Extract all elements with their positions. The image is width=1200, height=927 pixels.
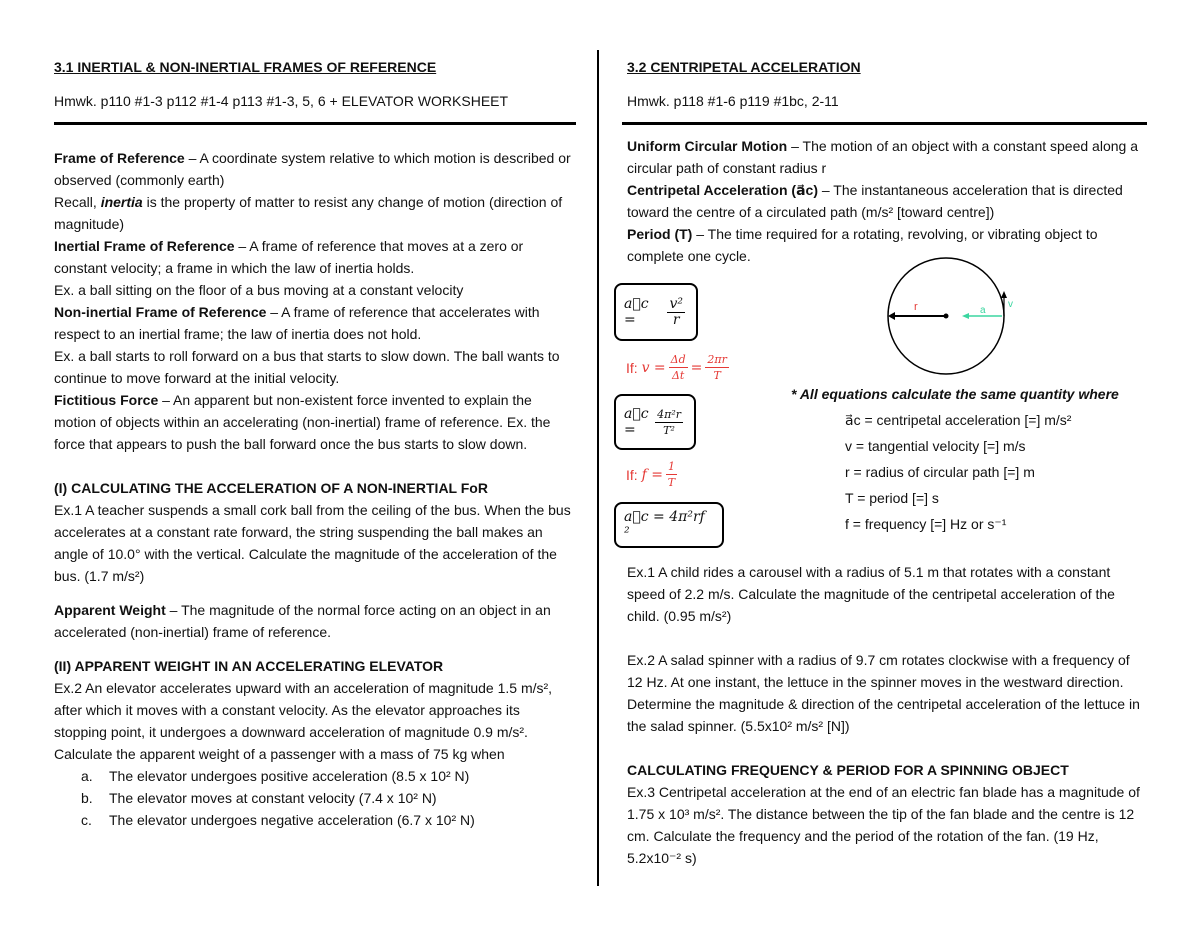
left-divider xyxy=(54,122,576,125)
equations-note xyxy=(791,381,1151,537)
section-ii-title: (II) APPARENT WEIGHT IN AN ACCELERATING ELEVATOR xyxy=(54,658,444,674)
left-example-1: Ex.1 A teacher suspends a small cork ball from the ceiling of the bus. When the bus accelerates at a constant rate forward, the string suspending the ball makes an angle of 10.0° with the vertical. Calculate the magnitude of the acceleration of the bus. (1.7 m/s²) xyxy=(54,502,571,584)
fictitious-force-def: Fictitious Force – An apparent but non-existent force invented to explain the motion of objects within an accelerating (non-inertial) frame of reference. Ex. the force that appears to push the ball forward once the bus starts to slow down. xyxy=(54,392,551,452)
frequency-period-title: CALCULATING FREQUENCY & PERIOD FOR A SPINNING OBJECT xyxy=(627,762,1069,778)
list-item: b. The elevator moves at constant velocity (7.4 x 10² N) xyxy=(81,790,437,806)
note-line: v = tangential velocity [=] m/s xyxy=(845,438,1026,454)
inertial-example: Ex. a ball sitting on the floor of a bus moving at a constant velocity xyxy=(54,282,464,298)
period-def: Period (T) – The time required for a rotating, revolving, or vibrating object to complete one cycle. xyxy=(627,226,1098,264)
velocity-label: v xyxy=(1008,299,1013,310)
section-i-title: (I) CALCULATING THE ACCELERATION OF A NON-INERTIAL FoR xyxy=(54,480,488,496)
if-frequency-line: If: f = $\frac{1}{T}$ xyxy=(626,460,676,489)
centripetal-acceleration-def: Centripetal Acceleration (a⃗c) – The instantaneous acceleration that is directed toward the centre of a circulated path (m/s² [toward centre]) xyxy=(627,182,1123,220)
list-item: a. The elevator undergoes positive acceleration (8.5 x 10² N) xyxy=(81,768,470,784)
list-item: c. The elevator undergoes negative acceleration (6.7 x 10² N) xyxy=(81,812,475,828)
recall-inertia: Recall, inertia is the property of matter to resist any change of motion (direction of magnitude) xyxy=(54,194,563,232)
circular-motion-diagram xyxy=(880,255,1030,385)
note-line: r = radius of circular path [=] m xyxy=(845,464,1035,480)
noninertial-example: Ex. a ball starts to roll forward on a bus that starts to slow down. The ball wants to continue to move forward at the initial velocity. xyxy=(54,348,560,386)
right-example-1: Ex.1 A child rides a carousel with a radius of 5.1 m that rotates with a constant speed of 2.2 m/s. Calculate the magnitude of the centripetal acceleration of the child. (0.95 m/s²) xyxy=(627,564,1115,624)
noninertial-frame-def: Non-inertial Frame of Reference – A frame of reference that accelerates with respect to an inertial frame; the law of inertia does not hold. xyxy=(54,304,540,342)
right-divider xyxy=(622,122,1147,125)
inertial-frame-def: Inertial Frame of Reference – A frame of reference that moves at a zero or constant velocity; a frame in which the law of inertia holds. xyxy=(54,238,524,276)
apparent-weight-def: Apparent Weight – The magnitude of the normal force acting on an object in an accelerated (non-inertial) frame of reference. xyxy=(54,602,551,640)
right-example-2: Ex.2 A salad spinner with a radius of 9.7 cm rotates clockwise with a frequency of 12 Hz. At one instant, the lettuce in the spinner moves in the westward direction. Determine the magnitude & direction of the centripetal acceleration of the lettuce in the salad spinner. (5.5x10² m/s² [N]) xyxy=(627,652,1140,734)
section-3-2-heading: 3.2 CENTRIPETAL ACCELERATION xyxy=(627,59,861,75)
ucm-def: Uniform Circular Motion – The motion of an object with a constant speed along a circular path of constant radius r xyxy=(627,138,1138,176)
note-title: * All equations calculate the same quantity where xyxy=(791,386,1119,402)
acceleration-arrowhead xyxy=(962,313,969,319)
velocity-arrowhead xyxy=(1001,291,1007,298)
section-3-1-heading: 3.1 INERTIAL & NON-INERTIAL FRAMES OF REFERENCE xyxy=(54,59,437,75)
frame-of-reference-def: Frame of Reference – A coordinate system relative to which motion is described or observed (commonly earth) xyxy=(54,150,571,188)
note-line: T = period [=] s xyxy=(845,490,939,506)
right-example-3: Ex.3 Centripetal acceleration at the end of an electric fan blade has a magnitude of 1.75 x 10³ m/s². The distance between the tip of the fan blade and the centre is 12 cm. Calculate the frequency and the period of the rotation of the fan. (19 Hz, 5.2x10⁻² s) xyxy=(627,784,1140,866)
formula-box-4pi2r-over-t2: a⃗c = $\frac{\text{4π²r}}{\text{T²}}$ xyxy=(614,394,696,450)
left-body xyxy=(54,147,574,831)
left-example-2: Ex.2 An elevator accelerates upward with an acceleration of magnitude 1.5 m/s², after which it moves with a constant velocity. As the elevator approaches its stopping point, it undergoes a downward acceleration of magnitude 0.9 m/s². Calculate the apparent weight of a passenger with a mass of 75 kg when xyxy=(54,680,553,762)
right-definitions xyxy=(627,135,1142,267)
formula-box-4pi2rf2: a⃗c = 4π²rf ² xyxy=(614,502,724,548)
acceleration-label: a xyxy=(980,305,986,316)
right-examples xyxy=(627,561,1142,869)
right-homework-line: Hmwk. p118 #1-6 p119 #1bc, 2-11 xyxy=(627,93,839,109)
formula-box-v2-over-r: a⃗c = $\frac{\text{v²}}{r}$ xyxy=(614,283,698,341)
left-homework-line: Hmwk. p110 #1-3 p112 #1-4 p113 #1-3, 5, 6 + ELEVATOR WORKSHEET xyxy=(54,93,509,109)
note-line: a⃗c = centripetal acceleration [=] m/s² xyxy=(845,412,1072,428)
radius-label: r xyxy=(914,301,918,313)
centre-point xyxy=(944,314,949,319)
column-divider xyxy=(597,50,599,886)
radius-arrowhead xyxy=(888,312,895,320)
if-velocity-line: If: v = $\frac{\Delta d}{\Delta t}$ = $\frac{2\pi r}{T}$ xyxy=(626,353,727,382)
note-line: f = frequency [=] Hz or s⁻¹ xyxy=(845,516,1007,532)
